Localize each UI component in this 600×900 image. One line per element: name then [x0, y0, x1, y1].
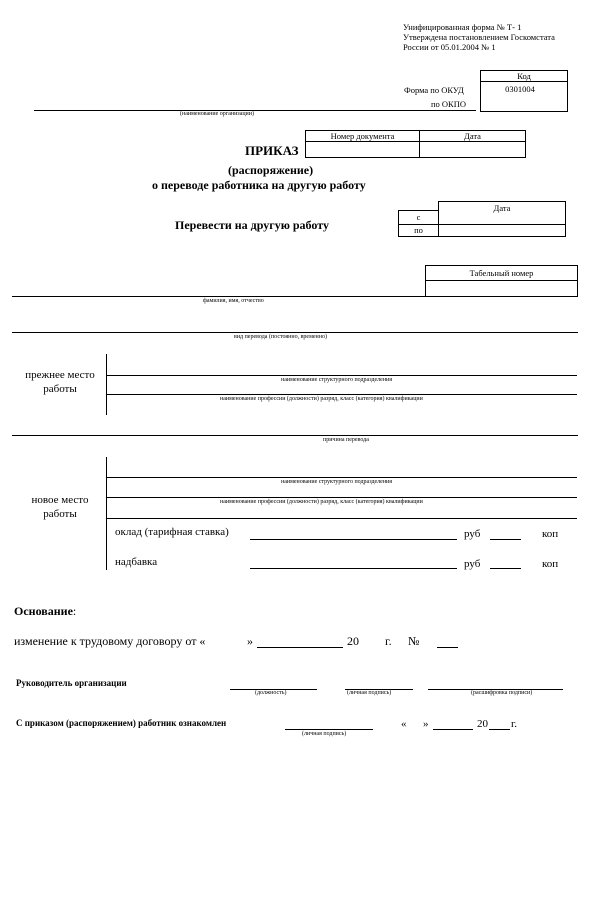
basis-number-field[interactable]: [437, 647, 458, 648]
acquainted-date-field[interactable]: [433, 729, 473, 730]
head-signature-caption: (личная подпись): [347, 690, 392, 696]
salary-rub-label: руб: [464, 528, 481, 540]
transfer-from-label: с: [398, 210, 439, 225]
basis-label: Основание: [14, 604, 73, 618]
acquainted-year-suffix: г.: [511, 718, 518, 730]
doc-number-header: Номер документа: [305, 130, 420, 142]
acquainted-year-field[interactable]: [489, 729, 510, 730]
salary-kop-field[interactable]: [490, 539, 521, 540]
salary-label: оклад (тарифная ставка): [115, 526, 229, 538]
salary-rub-field[interactable]: [250, 539, 457, 540]
bonus-kop-label: коп: [542, 558, 559, 570]
doc-date-field[interactable]: [419, 141, 526, 158]
tab-number-field[interactable]: [425, 280, 578, 297]
okud-label: Форма по ОКУД: [404, 85, 464, 95]
bonus-kop-field[interactable]: [490, 568, 521, 569]
bonus-label: надбавка: [115, 556, 158, 568]
acquainted-open-quote: «: [401, 718, 407, 730]
okpo-label: по ОКПО: [431, 99, 467, 109]
acquainted-close-quote: »: [423, 718, 429, 730]
order-heading: о переводе работника на другую работу: [152, 178, 366, 192]
fio-line[interactable]: [12, 296, 578, 297]
transfer-to-label: по: [398, 224, 439, 237]
transfer-from-date-field[interactable]: [438, 224, 566, 237]
form-note-line2: Утверждена постановлением Госкомстата: [403, 32, 555, 42]
okud-value[interactable]: 0301004: [505, 84, 535, 94]
basis-date-field[interactable]: [257, 647, 343, 648]
form-note-line3: России от 05.01.2004 № 1: [403, 42, 496, 52]
basis-close-quote: »: [247, 634, 253, 648]
previous-position-caption: наименование профессии (должности) разряд, класс (категория) квалификации: [220, 396, 423, 402]
new-place-label-2: работы: [43, 508, 77, 520]
kod-label: Код: [517, 71, 531, 81]
head-decoding-caption: (расшифровка подписи): [471, 690, 533, 696]
new-place-label-1: новое место: [31, 494, 89, 506]
bonus-rub-field[interactable]: [250, 568, 457, 569]
transfer-date-header: Дата: [438, 201, 566, 225]
basis-colon: :: [72, 604, 77, 618]
acquainted-signature-caption: (личная подпись): [302, 731, 347, 737]
tab-number-header: Табельный номер: [425, 265, 578, 281]
head-position-caption: (должность): [255, 690, 287, 696]
transfer-type-caption: вид перевода (постоянно, временно): [234, 334, 327, 340]
basis-number-sign: №: [408, 634, 420, 648]
transfer-label: Перевести на другую работу: [175, 218, 329, 232]
previous-place-label-1: прежнее место: [25, 369, 95, 381]
basis-year-prefix: 20: [347, 634, 359, 648]
new-department-line[interactable]: [106, 477, 577, 478]
reason-caption: причина перевода: [323, 437, 369, 443]
head-label: Руководитель организации: [16, 678, 127, 688]
order-title: ПРИКАЗ: [245, 143, 299, 158]
fio-caption: фамилия, имя, отчество: [203, 298, 264, 304]
previous-position-line[interactable]: [106, 394, 577, 395]
salary-kop-label: коп: [542, 528, 559, 540]
new-position-caption: наименование профессии (должности) разряд, класс (категория) квалификации: [220, 499, 423, 505]
doc-number-field[interactable]: [305, 141, 420, 158]
bonus-rub-label: руб: [464, 558, 481, 570]
order-subtitle: (распоряжение): [228, 163, 314, 177]
doc-date-header: Дата: [419, 130, 526, 142]
acquainted-year-prefix: 20: [477, 718, 488, 730]
basis-text: изменение к трудовому договору от «: [14, 634, 206, 648]
new-department-caption: наименование структурного подразделения: [281, 479, 393, 485]
basis-year-suffix: г.: [385, 634, 392, 648]
acquainted-label: С приказом (распоряжением) работник ознакомлен: [16, 718, 227, 728]
acquainted-signature-field[interactable]: [285, 729, 373, 730]
new-position-line[interactable]: [106, 497, 577, 498]
form-note-line1: Унифицированная форма № Т- 1: [403, 22, 522, 32]
transfer-type-line[interactable]: [12, 332, 578, 333]
previous-department-line[interactable]: [106, 375, 577, 376]
organization-caption: (наименование организации): [180, 111, 254, 117]
reason-line[interactable]: [12, 435, 578, 436]
previous-department-caption: наименование структурного подразделения: [281, 377, 393, 383]
organization-line[interactable]: [34, 110, 476, 111]
previous-place-label-2: работы: [43, 383, 77, 395]
